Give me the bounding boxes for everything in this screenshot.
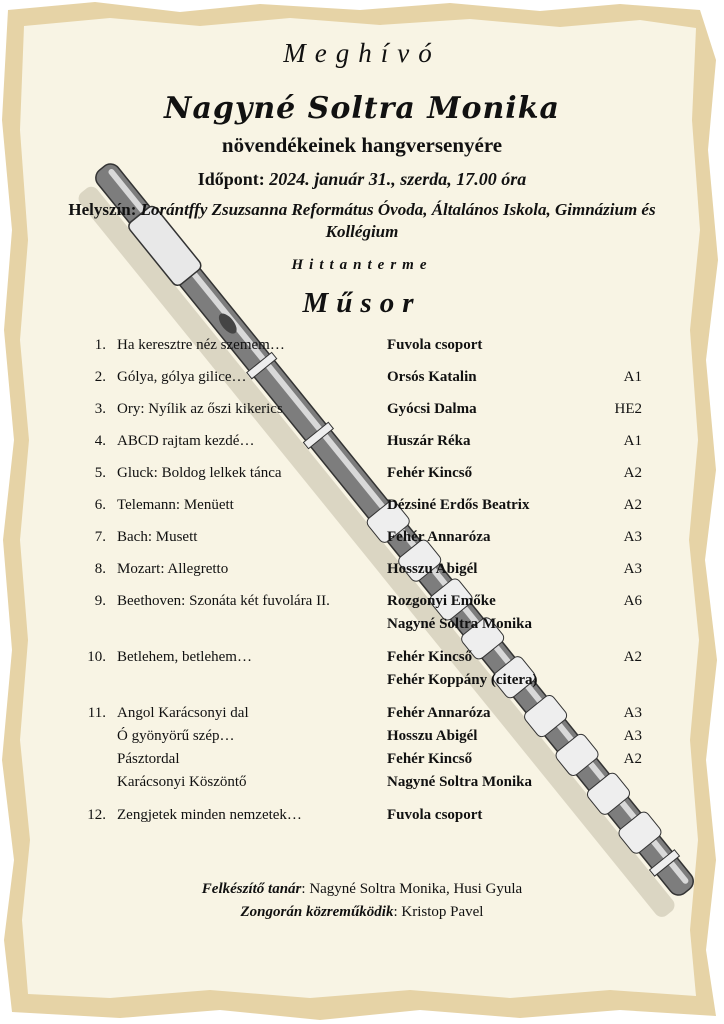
piece-title: Pásztordal [117, 751, 180, 767]
performer-name: Fehér Annaróza [387, 529, 491, 545]
piece-title: Betlehem, betlehem… [117, 649, 252, 665]
program-item-continuation [0, 725, 724, 748]
piece-title: Gólya, gólya gilice… [117, 369, 247, 385]
program-item [0, 494, 724, 517]
piece-title: Angol Karácsonyi dal [117, 705, 249, 721]
program-item [0, 398, 724, 421]
program-item [0, 702, 724, 725]
program-item [0, 646, 724, 669]
teachers-value: Nagyné Soltra Monika, Husi Gyula [309, 881, 523, 897]
time-label: Időpont: [197, 169, 265, 189]
teacher-name: Nagyné Soltra Monika [164, 91, 560, 126]
place-label: Helyszín: [68, 200, 137, 219]
performer-name: Fuvola csoport [387, 337, 483, 353]
piece-title: Beethoven: Szonáta két fuvolára II. [117, 593, 330, 609]
program-item [0, 462, 724, 485]
piano-line: Zongorán közreműködik: Kristop Pavel [240, 904, 484, 920]
subtitle: növendékeinek hangversenyére [221, 133, 503, 157]
invite-title: Meghívó [283, 38, 441, 68]
performer-name: Huszár Réka [387, 433, 471, 449]
performer-name: Fehér Kincső [387, 649, 473, 665]
program-item [0, 334, 724, 357]
performer-name: Dézsiné Erdős Beatrix [387, 497, 530, 513]
program-item [0, 590, 724, 613]
piece-title: Gluck: Boldog lelkek tánca [117, 465, 282, 481]
item-number: 11. [87, 705, 106, 721]
grade-level: A2 [623, 465, 642, 481]
program-item-continuation [0, 771, 724, 794]
grade-level: A2 [623, 497, 642, 513]
grade-level: A3 [623, 529, 642, 545]
footer [0, 878, 724, 924]
item-number: 10. [87, 649, 106, 665]
teachers-line: Felkészítő tanár: Nagyné Soltra Monika, Husi Gyula [201, 881, 523, 897]
grade-level: A3 [623, 728, 642, 744]
piece-title: Karácsonyi Köszöntő [117, 774, 247, 790]
piano-label: Zongorán közreműködik [240, 904, 394, 920]
place-value: Lorántffy Zsuzsanna Református Óvoda, Általános Iskola, Gimnázium és Kollégium [140, 200, 656, 241]
program-item [0, 430, 724, 453]
performer-name: Fehér Kincső [387, 751, 473, 767]
piece-title: Ha keresztre néz szemem… [117, 337, 285, 353]
grade-level: A1 [623, 433, 642, 449]
performer-name: Nagyné Soltra Monika [387, 616, 533, 632]
item-number: 6. [94, 497, 106, 513]
performer-name: Fehér Annaróza [387, 705, 491, 721]
performer-name: Gyócsi Dalma [387, 401, 477, 417]
performer-name: Fehér Koppány (citera) [387, 672, 538, 688]
grade-level: A1 [623, 369, 642, 385]
grade-level: A2 [623, 649, 642, 665]
time-line [0, 168, 724, 190]
item-number: 7. [94, 529, 106, 545]
grade-level: A3 [623, 561, 642, 577]
performer-name: Fehér Kincső [387, 465, 473, 481]
item-number: 1. [94, 337, 106, 353]
program-title: Műsor [302, 287, 422, 319]
grade-level: A6 [623, 593, 642, 609]
grade-level: A3 [623, 705, 642, 721]
item-number: 8. [94, 561, 106, 577]
grade-level: A2 [623, 751, 642, 767]
piece-title: Ory: Nyílik az őszi kikerics [117, 401, 283, 417]
piece-title: Zengjetek minden nemzetek… [117, 807, 302, 823]
program-item-continuation [0, 669, 724, 692]
teachers-label: Felkészítő tanár [201, 881, 302, 897]
performer-name: Hosszu Abigél [387, 561, 478, 577]
item-number: 2. [94, 369, 106, 385]
performer-name: Rozgonyi Emőke [387, 593, 496, 609]
place-line [60, 199, 664, 243]
performer-name: Nagyné Soltra Monika [387, 774, 533, 790]
item-number: 4. [94, 433, 106, 449]
item-number: 9. [94, 593, 106, 609]
piece-title: ABCD rajtam kezdé… [117, 433, 255, 449]
performer-name: Fuvola csoport [387, 807, 483, 823]
piece-title: Mozart: Allegretto [117, 561, 229, 577]
piece-title: Telemann: Menüett [117, 497, 234, 513]
program-item-continuation [0, 613, 724, 636]
program-item [0, 366, 724, 389]
piece-title: Ó gyönyörű szép… [117, 728, 235, 744]
program-item [0, 526, 724, 549]
piano-value: Kristop Pavel [401, 904, 484, 920]
program-item [0, 558, 724, 581]
performer-name: Hosszu Abigél [387, 728, 478, 744]
program-item [0, 804, 724, 827]
item-number: 5. [94, 465, 106, 481]
program-item-continuation [0, 748, 724, 771]
time-value: 2024. január 31., szerda, 17.00 óra [269, 169, 527, 189]
item-number: 12. [87, 807, 106, 823]
performer-name: Orsós Katalin [387, 369, 477, 385]
room-name: Hittanterme [291, 257, 433, 273]
piece-title: Bach: Musett [117, 529, 198, 545]
grade-level: HE2 [614, 401, 642, 417]
item-number: 3. [94, 401, 106, 417]
